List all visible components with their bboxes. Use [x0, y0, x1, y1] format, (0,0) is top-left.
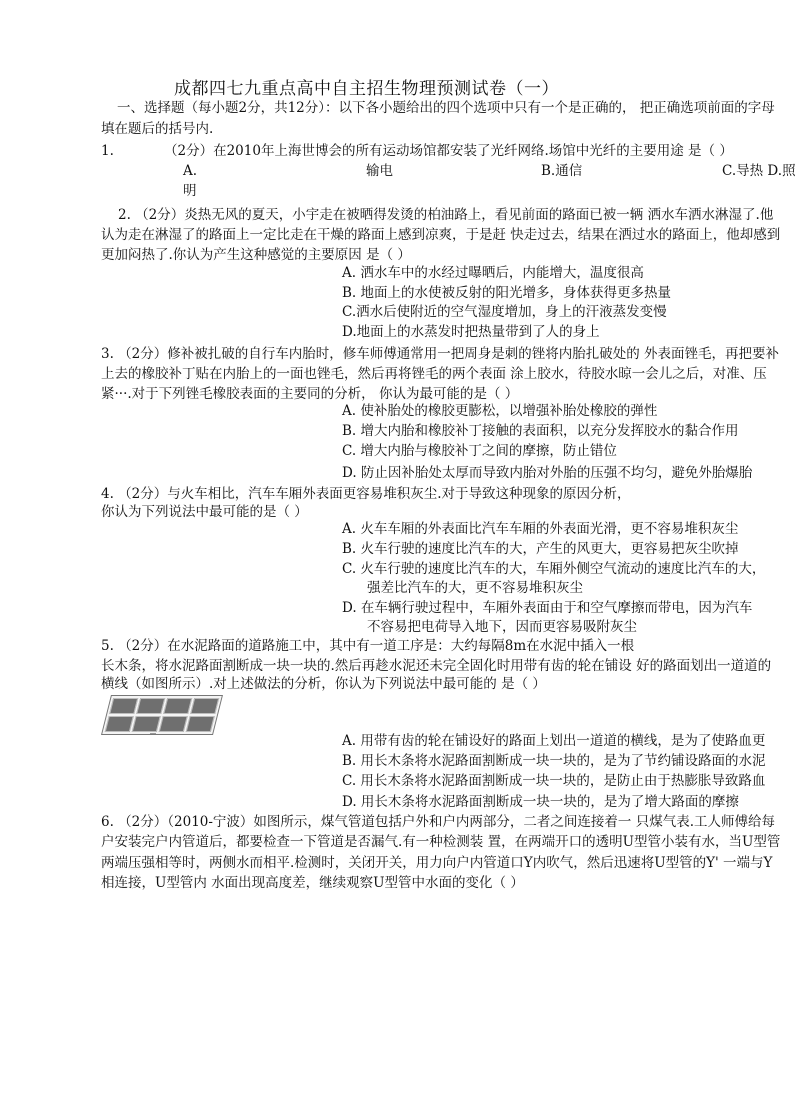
question-stem-line: 两端压强相等时，两侧水而相平.检测时，关闭开关，用力向户内管道口Y内吹气，然后迅速将U型管的Y' 一端与Y: [101, 855, 773, 871]
question-stem-line: 横线（如图所示）.对上述做法的分析，你认为下列说法中最可能的 是（ ）: [101, 676, 546, 692]
option-b: B. 用长木条将水泥路面割断成一块一块的，是为了节约铺设路面的水泥: [342, 753, 766, 769]
question-stem: （2分）在2010年上海世博会的所有运动场馆都安装了光纤网络.场馆中光纤的主要用途 是（ ）: [164, 143, 733, 159]
option-a: A. 洒水车中的水经过曝晒后，内能增大，温度很高: [342, 265, 644, 281]
question-stem-line: 紧···.对于下列锉毛橡胶表面的主要同的分析， 你认为最可能的是（ ）: [101, 386, 519, 402]
option-d: D.地面上的水蒸发时把热量带到了人的身上: [342, 324, 600, 340]
question-stem-line: 户安装完户内管道后，都要检查一下管道是否漏气.有一种检测装 置，在两端开口的透明U型管小装有水，当U型管: [101, 834, 781, 850]
question-stem-line: 5. （2分）在水泥路面的道路施工中，其中有一道工序是：大约每隔8m在水泥中插入一根: [101, 638, 635, 654]
pavement-slab: [105, 716, 134, 732]
question-stem-line: 相连接，U型管内 水面出现高度差，继续观察U型管中水面的变化（ ）: [101, 875, 524, 891]
option-a: A. 用带有齿的轮在铺设好的路面上划出一道道的横线，是为了使路血更: [342, 733, 766, 749]
option-b: B. 火车行驶的速度比汽车的大，产生的风更大，更容易把灰尘吹掉: [342, 541, 739, 557]
section-line-2: 填在题后的括号内.: [101, 121, 214, 137]
pavement-slab: [190, 698, 219, 714]
pavement-slab: [163, 698, 192, 714]
pavement-slab: [136, 698, 165, 714]
option-d: D. 防止因补胎处太厚而导致内胎对外胎的压强不均匀，避免外胎爆胎: [342, 465, 753, 481]
question-stem-line: 上去的橡胶补丁贴在内胎上的一面也锉毛，然后再将锉毛的两个表面 涂上胶水，待胶水晾一会儿之后，对准、压: [101, 366, 767, 382]
option-a: A. 火车车厢的外表面比汽车车厢的外表面光滑，更不容易堆积灰尘: [342, 521, 739, 537]
question-stem-line: 3. （2分）修补被扎破的自行车内胎时，修车师傅通常用一把周身是刺的锉将内胎扎破处的 外表面锉毛，再把要补: [101, 346, 780, 362]
question-stem-line: 6. （2分）（2010-宁波）如图所示，煤气管道包括户外和户内两部分，二者之间连接着一 只煤气表.工人师傅给每: [101, 814, 776, 830]
page-title: 成都四七九重点高中自主招生物理预测试卷（一）: [174, 79, 559, 99]
option-c: C. 火车行驶的速度比汽车的大，车厢外侧空气流动的速度比汽车的大，: [342, 561, 766, 577]
option-b: B.通信: [541, 163, 583, 179]
pavement-slab: [132, 716, 161, 732]
option-wrap: 明: [183, 183, 197, 199]
option-a: A. 使补胎处的橡胶更膨松，以增强补胎处橡胶的弹性: [342, 403, 658, 419]
option-b: B. 增大内胎和橡胶补丁接触的表面积，以充分发挥胶水的黏合作用: [342, 423, 739, 439]
option-d: D. 在车辆行驶过程中，车厢外表面由于和空气摩擦而带电，因为汽车: [342, 600, 753, 616]
option-b: B. 地面上的水使被反射的阳光增多，身体获得更多热量: [342, 285, 672, 301]
option-c: C. 增大内胎与橡胶补丁之间的摩擦，防止错位: [342, 443, 617, 459]
question-stem-line: 2. （2分）炎热无风的夏天，小宇走在被晒得发烫的柏油路上，看见前面的路面已被一辆 洒水车洒水淋湿了.他: [118, 207, 774, 223]
pavement-slab: [159, 716, 188, 732]
figure-caption-mark: [150, 733, 156, 734]
option-c-wrap: 强差比汽车的大，更不容易堆积灰尘: [367, 580, 583, 596]
option-d-wrap: 不容易把电荷导入地下，因而更容易吸附灰尘: [367, 619, 637, 635]
pavement-figure: [101, 695, 223, 735]
question-stem-line: 长木条，将水泥路面割断成一块一块的.然后再趁水泥还未完全固化时用带有齿的轮在铺设 好的路面划出一道道的: [101, 658, 772, 674]
question-stem-line: 4. （2分）与火车相比，汽车车厢外表面更容易堆积灰尘.对于导致这种现象的原因分析，: [101, 486, 631, 502]
question-stem-line: 认为走在淋湿了的路面上一定比走在干燥的路面上感到凉爽，于是赶 快走过去，结果在洒过水的路面上，他却感到: [101, 227, 781, 243]
option-c: C.洒水后使附近的空气湿度增加，身上的汗液蒸发变慢: [342, 304, 667, 320]
question-number: 1.: [101, 143, 114, 159]
question-stem-line: 你认为下列说法中最可能的是（ ）: [101, 504, 308, 520]
option-a-letter: A.: [183, 163, 198, 179]
option-d: D. 用长木条将水泥路面割断成一块一块的，是为了增大路面的摩擦: [342, 794, 739, 810]
pavement-slab: [186, 716, 215, 732]
question-stem-line: 更加闷热了.你认为产生这种感觉的主要原因 是（ ）: [101, 247, 411, 263]
section-line-1: 一、选择题（每小题2分，共12分）：以下各小题给出的四个选项中只有一个是正确的， 把正确选项前面的字母: [117, 100, 775, 116]
pavement-slab: [109, 698, 138, 714]
option-a-text: 输电: [366, 163, 393, 179]
option-c: C. 用长木条将水泥路面割断成一块一块的，是防止由于热膨胀导致路血: [342, 773, 766, 789]
option-cd: C.导热 D.照: [722, 163, 796, 179]
